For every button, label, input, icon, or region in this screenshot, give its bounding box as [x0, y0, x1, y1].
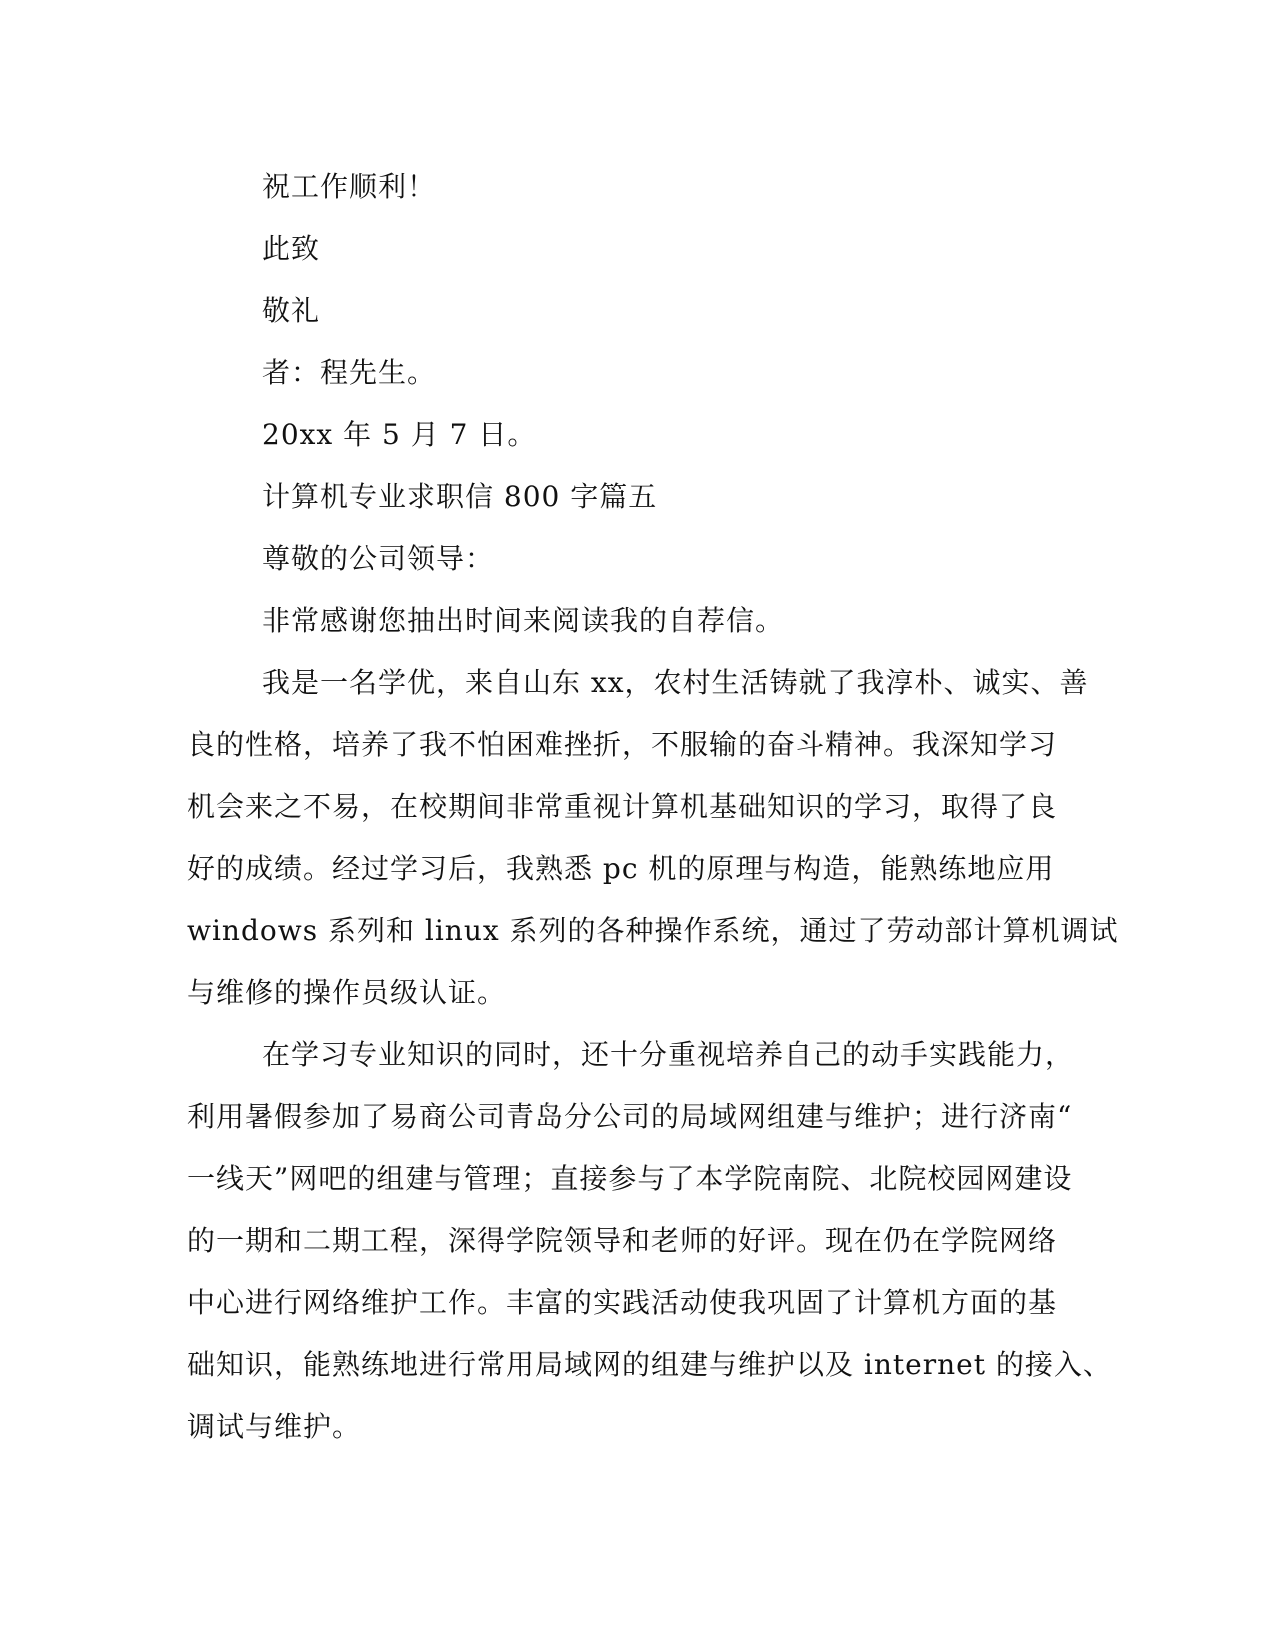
section-title: 计算机专业求职信 800 字篇五	[262, 480, 658, 513]
document-body	[187, 156, 1119, 1458]
letter-date: 20xx 年 5 月 7 日。	[262, 418, 537, 451]
paragraph-line: 良的性格，培养了我不怕困难挫折，不服输的奋斗精神。我深知学习	[187, 728, 1058, 761]
greeting: 尊敬的公司领导：	[262, 542, 495, 575]
closing-salute-2: 敬礼	[262, 294, 321, 327]
paragraph-line: 调试与维护。	[187, 1410, 362, 1443]
paragraph-2	[187, 1024, 1112, 1458]
paragraph-line: 利用暑假参加了易商公司青岛分公司的局域网组建与维护；进行济南“	[187, 1100, 1073, 1133]
signature: 者：程先生。	[262, 356, 437, 389]
paragraph-line: windows 系列和 linux 系列的各种操作系统，通过了劳动部计算机调试	[187, 914, 1119, 947]
paragraph-line: 机会来之不易，在校期间非常重视计算机基础知识的学习，取得了良	[187, 790, 1058, 823]
paragraph-line: 中心进行网络维护工作。丰富的实践活动使我巩固了计算机方面的基	[187, 1286, 1058, 1319]
paragraph-line: 好的成绩。经过学习后，我熟悉 pc 机的原理与构造，能熟练地应用	[187, 852, 1055, 885]
paragraph-line: 础知识，能熟练地进行常用局域网的组建与维护以及 internet 的接入、	[187, 1348, 1112, 1381]
paragraph-line: 在学习专业知识的同时，还十分重视培养自己的动手实践能力，	[262, 1038, 1075, 1071]
opening-line: 非常感谢您抽出时间来阅读我的自荐信。	[262, 604, 785, 637]
closing-salute-1: 此致	[262, 232, 321, 265]
paragraph-line: 一线天”网吧的组建与管理；直接参与了本学院南院、北院校园网建设	[187, 1162, 1073, 1195]
paragraph-line: 我是一名学优，来自山东 xx，农村生活铸就了我淳朴、诚实、善	[262, 666, 1089, 699]
paragraph-line: 的一期和二期工程，深得学院领导和老师的好评。现在仍在学院网络	[187, 1224, 1058, 1257]
paragraph-line: 与维修的操作员级认证。	[187, 976, 507, 1009]
paragraph-1	[187, 652, 1119, 1024]
closing-wish: 祝工作顺利！	[262, 170, 437, 203]
